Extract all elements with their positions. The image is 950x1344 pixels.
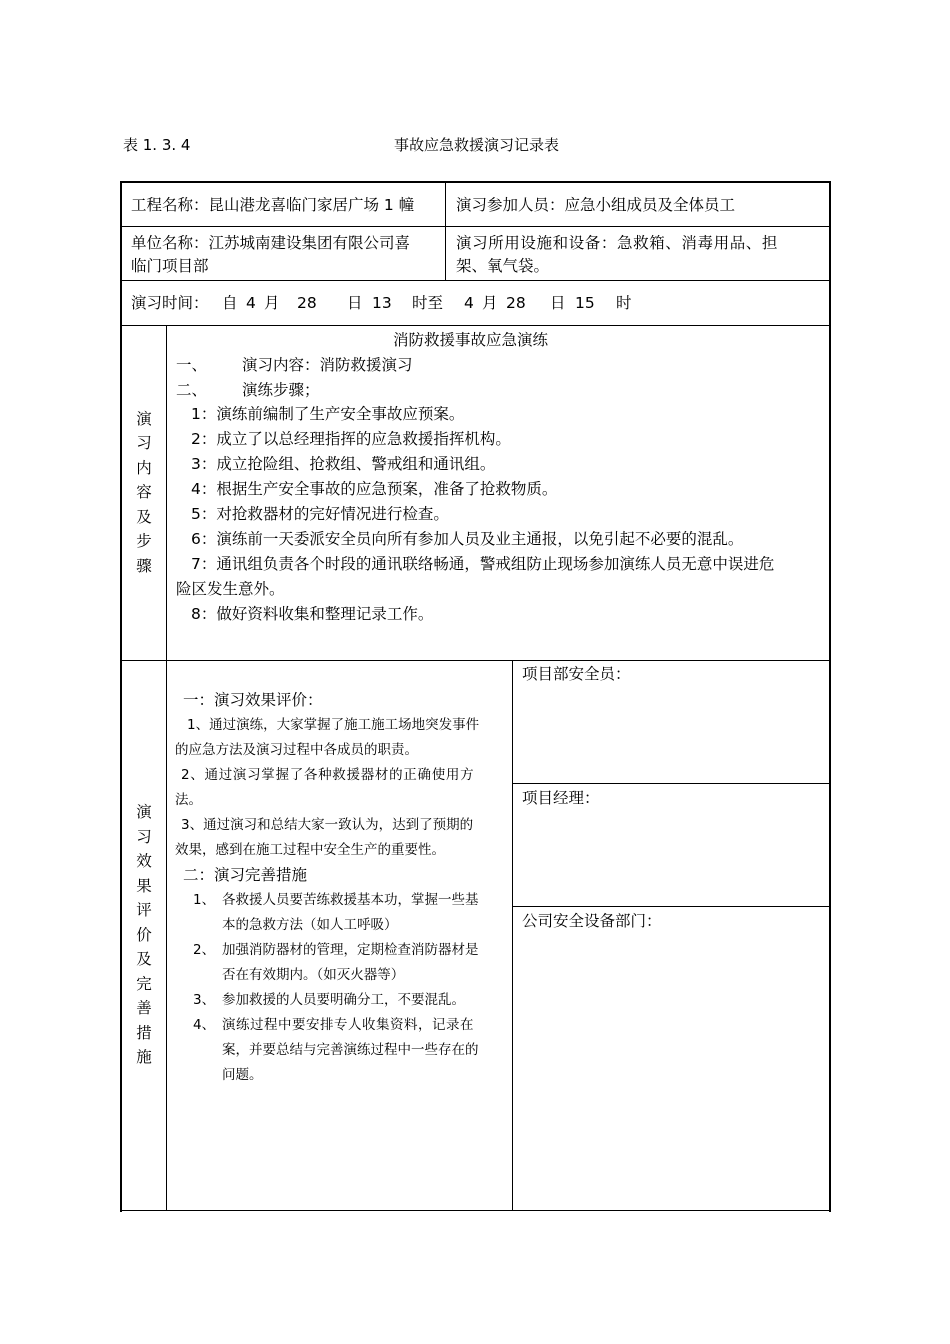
measure-line: 否在有效期内。（如灭火器等） <box>222 967 405 983</box>
measure-line: 案，并要总结与完善演练过程中一些存在的 <box>222 1042 479 1058</box>
content-item1-text: 演习内容：消防救援演习 <box>242 356 413 374</box>
time-from: 自 <box>222 294 238 312</box>
measure-number: 4、 <box>193 1017 216 1033</box>
content-item2-text: 演练步骤； <box>242 381 320 399</box>
measure-number: 1、 <box>193 892 216 908</box>
time-month2: 4 <box>464 294 474 312</box>
sign-project-manager: 项目经理： <box>522 789 600 807</box>
participants: 演习参加人员：应急小组成员及全体员工 <box>456 196 736 214</box>
eval-line: 1、通过演练，大家掌握了施工施工场地突发事件 <box>187 717 480 733</box>
step-item: 2：成立了以总经理指挥的应急救援指挥机构。 <box>191 430 511 448</box>
eval-line: 效果，感到在施工过程中安全生产的重要性。 <box>175 842 445 858</box>
time-day2: 28 <box>506 294 526 312</box>
step-item: 5：对抢救器材的完好情况进行检查。 <box>191 505 449 523</box>
measure-number: 3、 <box>193 992 216 1008</box>
time-ri1: 日 <box>347 294 363 312</box>
time-label: 演习时间： <box>131 294 209 312</box>
content-item1-num: 一、 <box>176 356 208 374</box>
time-shi-zhi: 时至 <box>412 294 444 312</box>
time-shi2: 时 <box>616 294 632 312</box>
equipment-line1: 演习所用设施和设备：急救箱、消毒用品、担 <box>456 234 779 252</box>
step-item: 3：成立抢险组、抢救组、警戒组和通讯组。 <box>191 455 496 473</box>
equipment-line2: 架、氧气袋。 <box>456 257 550 275</box>
eval-section2-title: 二：演习完善措施 <box>183 866 308 884</box>
eval-line: 的应急方法及演习过程中各成员的职责。 <box>175 742 418 758</box>
unit-name-line1: 单位名称：江苏城南建设集团有限公司喜 <box>131 234 411 252</box>
measure-line: 加强消防器材的管理，定期检查消防器材是 <box>222 942 479 958</box>
sign-company-dept: 公司安全设备部门： <box>522 912 662 930</box>
measure-number: 2、 <box>193 942 216 958</box>
sign-safety-officer: 项目部安全员： <box>522 665 631 683</box>
table-number: 表 1. 3. 4 <box>123 136 191 154</box>
unit-name-line2: 临门项目部 <box>131 257 209 275</box>
measure-line: 各救援人员要苦练救援基本功，掌握一些基 <box>222 892 479 908</box>
step-item: 4：根据生产安全事故的应急预案，准备了抢救物质。 <box>191 480 558 498</box>
measure-line: 参加救援的人员要明确分工，不要混乱。 <box>222 992 465 1008</box>
time-day1: 28 <box>297 294 317 312</box>
time-hour2: 15 <box>575 294 595 312</box>
time-ri2: 日 <box>550 294 566 312</box>
eval-line: 法。 <box>175 792 202 808</box>
step-item-continued: 险区发生意外。 <box>176 580 285 598</box>
step-item: 8：做好资料收集和整理记录工作。 <box>191 605 434 623</box>
step-item: 7：通讯组负责各个时段的通讯联络畅通，警戒组防止现场参加演练人员无意中误进危 <box>191 555 775 573</box>
time-month1: 4 <box>246 294 256 312</box>
content-heading: 消防救援事故应急演练 <box>393 331 549 349</box>
eval-line: 2、通过演习掌握了各种救援器材的正确使用方 <box>181 767 475 783</box>
eval-section1-title: 一：演习效果评价： <box>183 691 323 709</box>
time-hour1: 13 <box>372 294 392 312</box>
measure-line: 问题。 <box>222 1067 263 1083</box>
step-item: 1：演练前编制了生产安全事故应预案。 <box>191 405 465 423</box>
eval-line: 3、通过演习和总结大家一致认为，达到了预期的 <box>181 817 474 833</box>
project-name: 工程名称：昆山港龙喜临门家居广场 1 幢 <box>131 196 415 214</box>
measure-line: 本的急救方法（如人工呼吸） <box>222 917 398 933</box>
page-title: 事故应急救援演习记录表 <box>394 136 560 154</box>
content-item2-num: 二、 <box>176 381 208 399</box>
time-yue2: 月 <box>482 294 498 312</box>
step-item: 6：演练前一天委派安全员向所有参加人员及业主通报，以免引起不必要的混乱。 <box>191 530 744 548</box>
measure-line: 演练过程中要安排专人收集资料，记录在 <box>222 1017 474 1033</box>
time-yue1: 月 <box>264 294 280 312</box>
